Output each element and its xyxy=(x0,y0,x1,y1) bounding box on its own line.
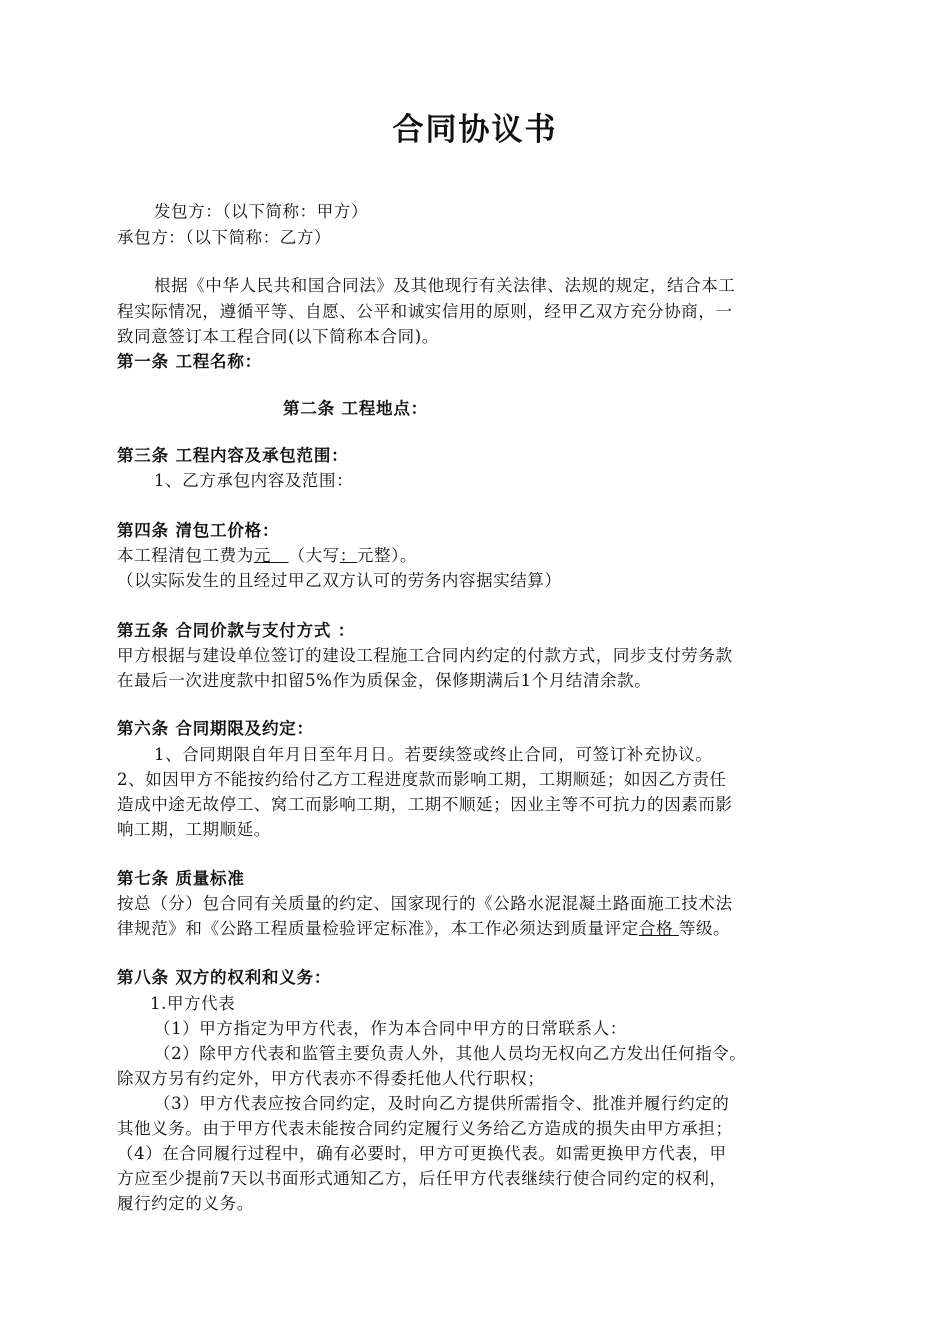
contractor-line: 承包方：（以下简称：乙方） xyxy=(117,228,332,247)
article-6-item-1: 1、合同期限自年月日至年月日。若要续签或终止合同，可签订补充协议。 xyxy=(154,745,713,764)
article-6-item-2-line-2: 造成中途无故停工、窝工而影响工期，工期不顺延；因业主等不可抗力的因素而影 xyxy=(117,795,733,814)
article-3-item-1: 1、乙方承包内容及范围： xyxy=(154,471,354,490)
quality-suffix: 等级。 xyxy=(678,919,731,938)
intro-line-1: 根据《中华人民共和国合同法》及其他现行有关法律、法规的规定，结合本工 xyxy=(154,276,736,295)
article-8-p4-line-2: 方应至少提前7天以书面形式通知乙方，后任甲方代表继续行使合同约定的权利， xyxy=(117,1169,727,1188)
article-8-p2-line-1: （2）除甲方代表和监管主要负责人外，其他人员均无权向乙方发出任何指令。 xyxy=(154,1044,747,1063)
article-2-heading: 第二条 工程地点： xyxy=(283,399,428,418)
article-8-p2-line-2: 除双方另有约定外，甲方代表亦不得委托他人代行职权； xyxy=(117,1069,545,1088)
article-8-p1: （1）甲方指定为甲方代表，作为本合同中甲方的日常联系人： xyxy=(154,1019,627,1038)
article-7-line-2 xyxy=(117,919,730,939)
article-6-item-2-line-1: 2、如因甲方不能按约给付乙方工程进度款而影响工期，工期顺延；如因乙方责任 xyxy=(117,770,727,789)
article-8-p3-line-2: 其他义务。由于甲方代表未能按合同约定履行义务给乙方造成的损失由甲方承担； xyxy=(117,1119,733,1138)
article-5-heading: 第五条 合同价款与支付方式 ： xyxy=(117,621,355,640)
article-5-line-2: 在最后一次进度款中扣留5%作为质保金，保修期满后1个月结清余款。 xyxy=(117,671,652,690)
price-suffix: 元整）。 xyxy=(356,546,418,565)
article-4-price-line xyxy=(117,546,417,566)
price-prefix: 本工程清包工费为 xyxy=(117,546,254,565)
article-7-heading: 第七条 质量标准 xyxy=(117,869,245,888)
article-8-heading: 第八条 双方的权利和义务： xyxy=(117,968,332,987)
article-8-p4-line-3: 履行约定的义务。 xyxy=(117,1194,254,1213)
price-mid: （大写 xyxy=(288,546,340,565)
article-6-heading: 第六条 合同期限及约定： xyxy=(117,719,314,738)
price-colon: ： xyxy=(339,546,357,565)
article-7-line-1: 按总（分）包合同有关质量的约定、国家现行的《公路水泥混凝土路面施工技术法 xyxy=(117,894,733,913)
article-1-heading: 第一条 工程名称： xyxy=(117,352,262,371)
price-unit: 元 xyxy=(253,546,271,565)
article-8-sub-1: 1.甲方代表 xyxy=(150,994,236,1013)
page-title: 合同协议书 xyxy=(392,112,558,148)
article-4-heading: 第四条 清包工价格： xyxy=(117,521,280,540)
article-8-p3-line-1: （3）甲方代表应按合同约定，及时向乙方提供所需指令、批准并履行约定的 xyxy=(154,1094,730,1113)
intro-line-2: 程实际情况，遵循平等、自愿、公平和诚实信用的原则，经甲乙双方充分协商，一 xyxy=(117,302,733,321)
quality-grade: 合格 xyxy=(638,919,674,938)
article-3-heading: 第三条 工程内容及承包范围： xyxy=(117,446,349,465)
quality-prefix: 律规范》和《公路工程质量检验评定标准》，本工作必须达到质量评定 xyxy=(117,919,639,938)
intro-line-3: 致同意签订本工程合同(以下简称本合同)。 xyxy=(117,327,439,346)
article-4-note: （以实际发生的且经过甲乙双方认可的劳务内容据实结算） xyxy=(117,571,562,590)
article-8-p4-line-1: （4）在合同履行过程中，确有必要时，甲方可更换代表。如需更换甲方代表，甲 xyxy=(117,1144,727,1163)
article-5-line-1: 甲方根据与建设单位签订的建设工程施工合同内约定的付款方式，同步支付劳务款 xyxy=(117,646,733,665)
employer-line: 发包方：（以下简称：甲方） xyxy=(154,202,369,221)
article-6-item-2-line-3: 响工期，工期顺延。 xyxy=(117,820,271,839)
